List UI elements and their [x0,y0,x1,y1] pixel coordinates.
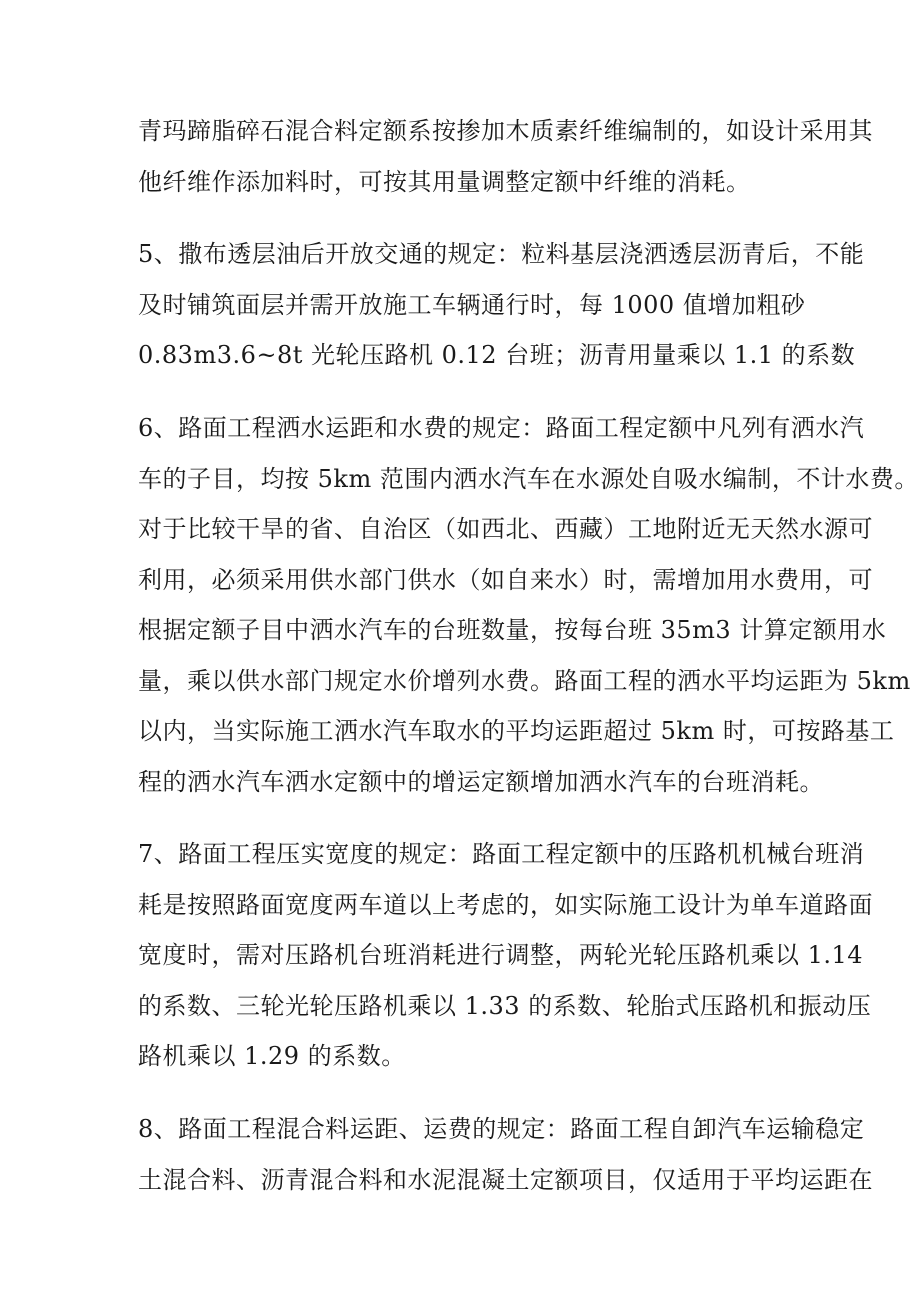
text-line: 量，乘以供水部门规定水价增列水费。路面工程的洒水平均运距为 5km [138,667,911,695]
text-line: 5、撒布透层油后开放交通的规定：粒料基层浇洒透层沥青后，不能 [138,240,865,268]
text-line: 程的洒水汽车洒水定额中的增运定额增加洒水汽车的台班消耗。 [138,768,824,796]
text-line: 土混合料、沥青混合料和水泥混凝土定额项目，仅适用于平均运距在 [138,1166,873,1194]
text-line: 他纤维作添加料时，可按其用量调整定额中纤维的消耗。 [138,168,751,196]
text-line: 0.83m3.6~8t 光轮压路机 0.12 台班；沥青用量乘以 1.1 的系数 [138,341,856,369]
text-line: 的系数、三轮光轮压路机乘以 1.33 的系数、轮胎式压路机和振动压 [138,992,872,1020]
text-line: 及时铺筑面层并需开放施工车辆通行时，每 1000 值增加粗砂 [138,291,806,319]
text-line: 对于比较干旱的省、自治区（如西北、西藏）工地附近无天然水源可 [138,515,873,543]
text-line: 根据定额子目中洒水汽车的台班数量，按每台班 35m3 计算定额用水 [138,616,887,644]
text-line: 7、路面工程压实宽度的规定：路面工程定额中的压路机机械台班消 [138,840,865,868]
text-line: 青玛蹄脂碎石混合料定额系按掺加木质素纤维编制的，如设计采用其 [138,117,873,145]
text-line: 8、路面工程混合料运距、运费的规定：路面工程自卸汽车运输稳定 [138,1115,865,1143]
text-line: 宽度时，需对压路机台班消耗进行调整，两轮光轮压路机乘以 1.14 [138,941,864,969]
text-line: 以内，当实际施工洒水汽车取水的平均运距超过 5km 时，可按路基工 [138,717,895,745]
text-line: 利用，必须采用供水部门供水（如自来水）时，需增加用水费用，可 [138,566,873,594]
text-line: 路机乘以 1.29 的系数。 [138,1042,406,1070]
text-line: 车的子目，均按 5km 范围内洒水汽车在水源处自吸水编制，不计水费。 [138,465,919,493]
text-line: 6、路面工程洒水运距和水费的规定：路面工程定额中凡列有洒水汽 [138,414,865,442]
text-line: 耗是按照路面宽度两车道以上考虑的，如实际施工设计为单车道路面 [138,891,873,919]
